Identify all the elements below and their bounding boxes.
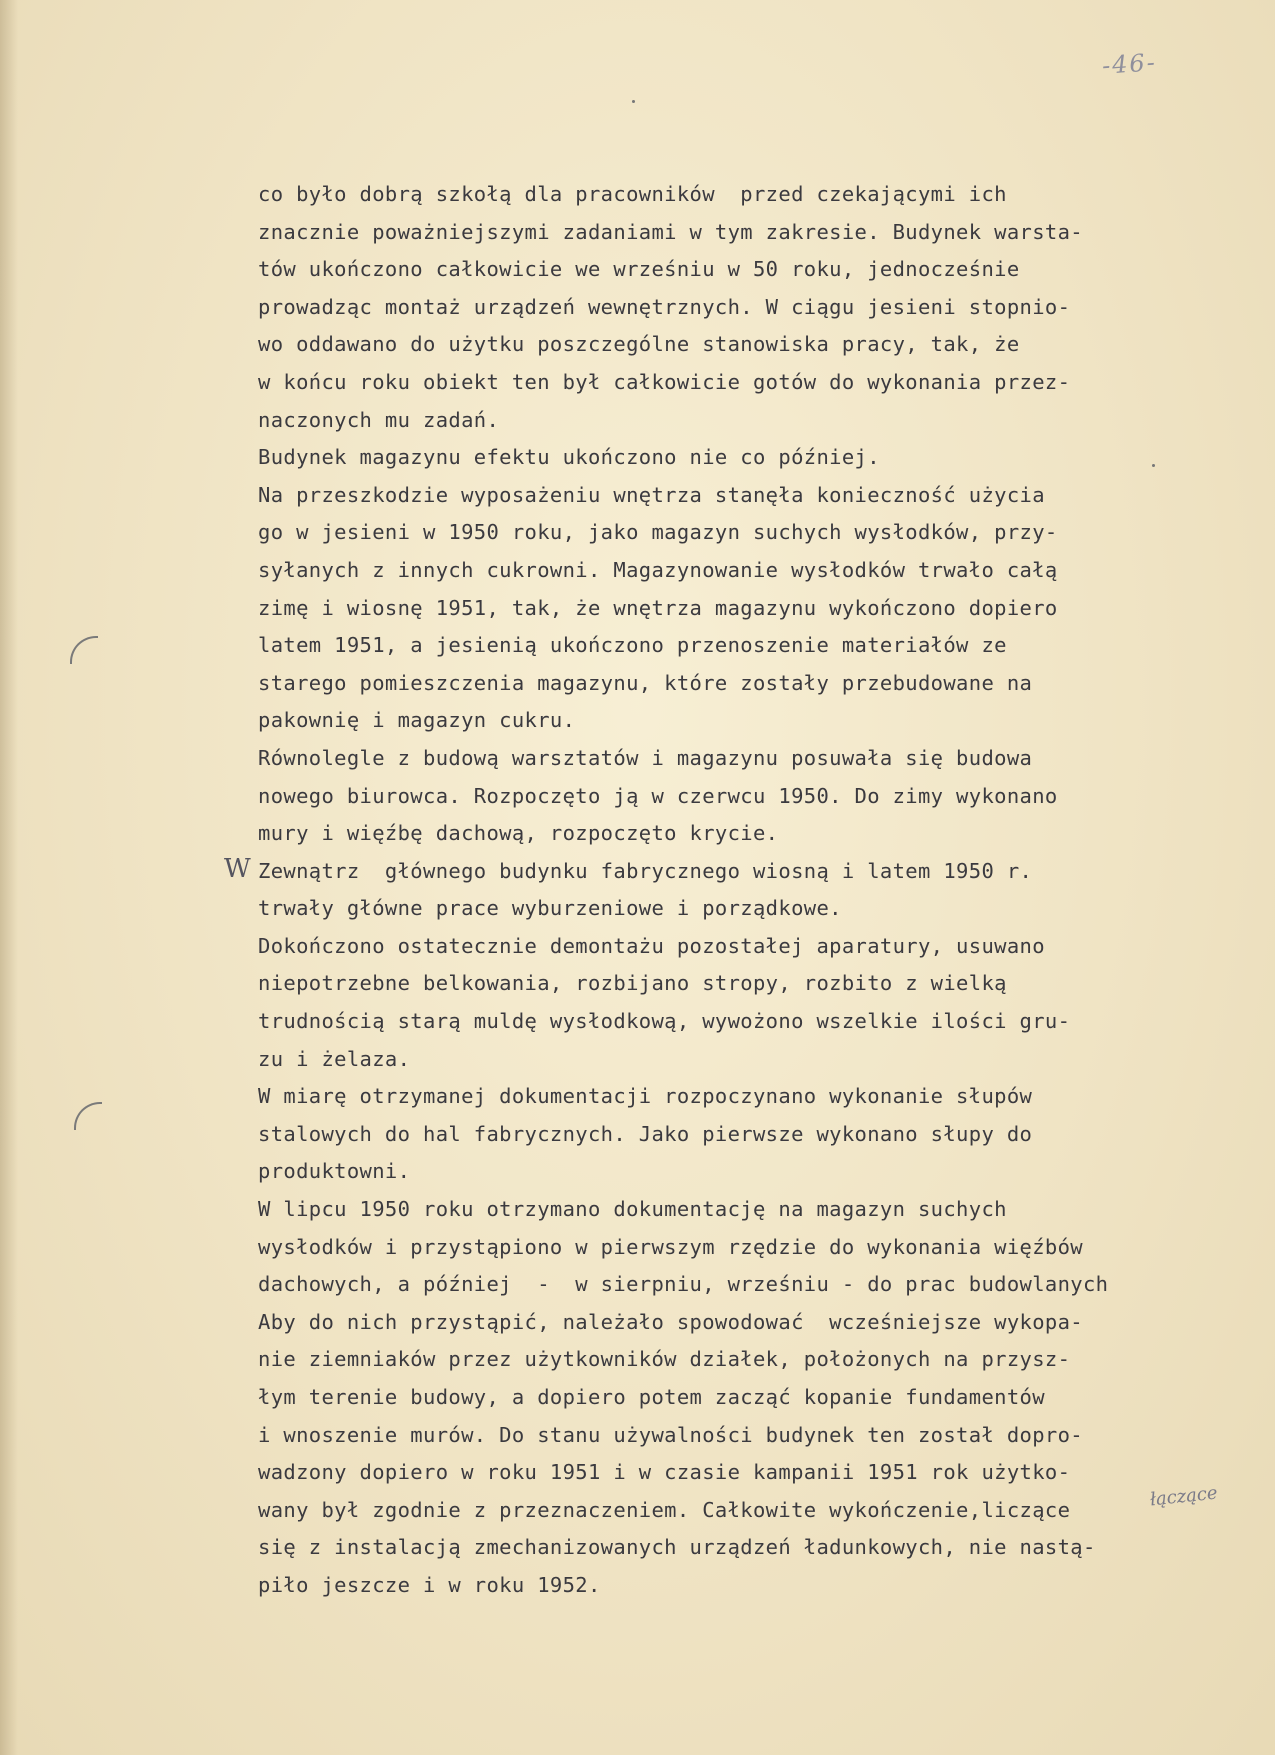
text-line: go w jesieni w 1950 roku, jako magazyn suchych wysłodków, przy- [258,520,1058,545]
text-line: wysłodków i przystąpiono w pierwszym rzędzie do wykonania więźbów [258,1234,1083,1259]
text-line: znacznie poważniejszymi zadaniami w tym zakresie. Budynek warsta- [258,219,1083,244]
text-line: W lipcu 1950 roku otrzymano dokumentację na magazyn suchych [258,1197,1007,1222]
text-line: łym terenie budowy, a dopiero potem zacząć kopanie fundamentów [258,1385,1045,1409]
text-line: Dokończono ostatecznie demontażu pozostałej aparatury, usuwano [258,933,1045,958]
text-line: zimę i wiosnę 1951, tak, że wnętrza magazynu wykończono dopiero [258,595,1058,620]
text-line: wadzony dopiero w roku 1951 i w czasie kampanii 1951 rok użytko- [258,1460,1071,1485]
text-line: piło jeszcze i w roku 1952. [258,1572,601,1597]
text-line: Równolegle z budową warsztatów i magazynu posuwała się budowa [258,745,1033,770]
text-line: i wnoszenie murów. Do stanu używalności budynek ten został dopro- [258,1422,1083,1447]
text-line: wo oddawano do użytku poszczególne stanowiska pracy, tak, że [258,332,1020,357]
text-line: nie ziemniaków przez użytkowników działek, położonych na przysz- [258,1347,1071,1372]
text-line: latem 1951, a jesienią ukończono przenoszenie materiałów ze [258,633,1007,658]
punch-hole-mark [70,636,98,664]
handwritten-margin-note: W [224,854,251,884]
text-line: trudnością starą muldę wysłodkową, wywożono wszelkie ilości gru- [258,1009,1071,1034]
text-line: trwały główne prace wyburzeniowe i porządkowe. [258,896,842,921]
text-line: naczonych mu zadań. [258,407,500,432]
text-line: Budynek magazynu efektu ukończono nie co później. [258,445,880,470]
page-number: -46- [1101,48,1158,80]
text-line: Na przeszkodzie wyposażeniu wnętrza stanęła konieczność użycia [258,482,1045,507]
text-line: nowego biurowca. Rozpoczęto ją w czerwcu 1950. Do zimy wykonano [258,783,1058,808]
text-line: produktowni. [258,1159,411,1184]
text-line: tów ukończono całkowicie we wrześniu w 50 roku, jednocześnie [258,257,1020,282]
text-line: mury i więźbę dachową, rozpoczęto krycie. [258,821,779,846]
text-line: prowadząc montaż urządzeń wewnętrznych. W ciągu jesieni stopnio- [258,294,1071,319]
text-line: syłanych z innych cukrowni. Magazynowanie wysłodków trwało całą [258,557,1058,582]
text-line: stalowych do hal fabrycznych. Jako pierwsze wykonano słupy do [258,1121,1033,1146]
text-line: starego pomieszczenia magazynu, które zostały przebudowane na [258,670,1033,695]
text-line: zu i żelaza. [258,1046,411,1071]
text-line: się z instalacją zmechanizowanych urządzeń ładunkowych, nie nastą- [258,1535,1096,1560]
text-line: Aby do nich przystąpić, należało spowodować wcześniejsze wykopa- [258,1309,1083,1334]
text-line: pakownię i magazyn cukru. [258,708,576,733]
handwritten-correction: łączące [1149,1482,1219,1511]
text-line: Zewnątrz głównego budynku fabrycznego wiosną i latem 1950 r. [258,858,1033,883]
text-line: w końcu roku obiekt ten był całkowicie gotów do wykonania przez- [258,369,1071,394]
text-line: wany był zgodnie z przeznaczeniem. Całkowite wykończenie,liczące [258,1497,1071,1522]
typewritten-body [258,176,1268,1605]
text-line: co było dobrą szkołą dla pracowników przed czekającymi ich [258,182,1007,206]
paper-speck [632,100,635,103]
text-line: dachowych, a później - w sierpniu, wrześniu - do prac budowlanych [258,1272,1109,1297]
punch-hole-mark [74,1102,102,1130]
text-line: W miarę otrzymanej dokumentacji rozpoczynano wykonanie słupów [258,1084,1033,1109]
text-line: niepotrzebne belkowania, rozbijano stropy, rozbito z wielką [258,971,1007,996]
